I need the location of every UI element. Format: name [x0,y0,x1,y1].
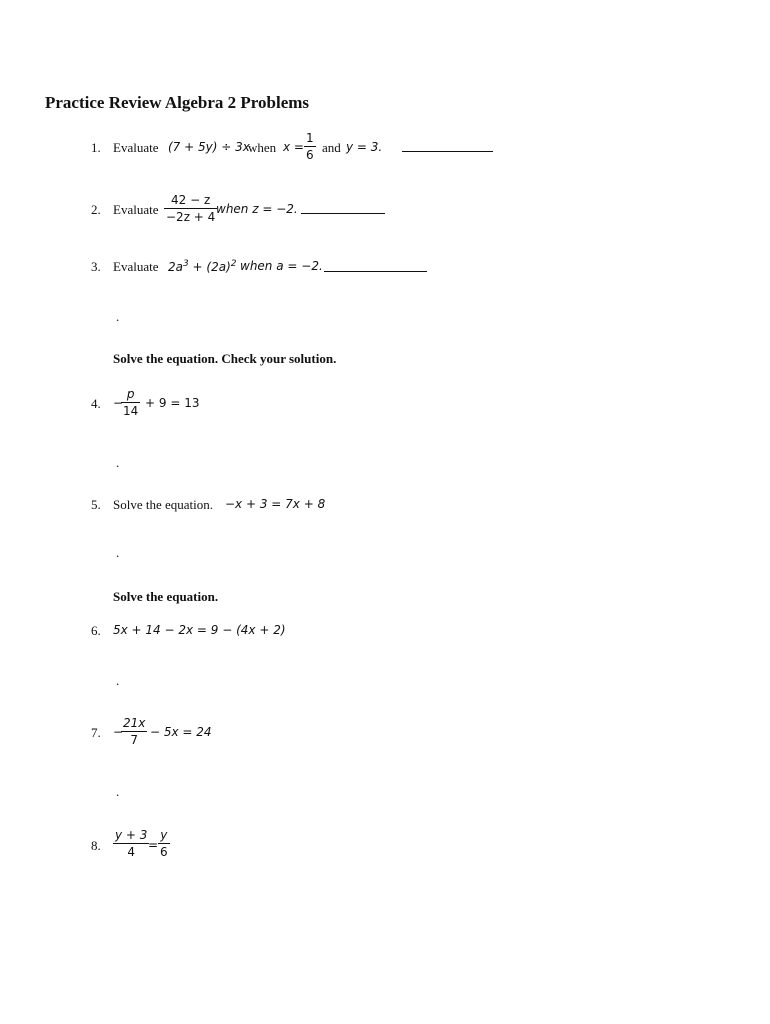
math-expression [168,259,237,274]
separator-dot: . [116,673,120,688]
fraction-right [158,828,170,859]
minus-sign: − [113,725,124,739]
fraction-denominator: 14 [123,404,139,418]
answer-blank[interactable] [301,213,385,214]
fraction-numerator: 42 − z [171,193,211,207]
fraction-left [113,828,149,859]
problem-number: 4. [91,396,101,411]
minus-sign: − [113,396,124,410]
fraction [121,387,140,418]
problem-number: 3. [91,259,101,274]
problem-number: 1. [91,140,101,155]
section-heading: Solve the equation. [113,589,219,604]
fraction-denominator: 4 [113,843,149,859]
math-expression: (7 + 5y) ÷ 3x [168,140,250,154]
problem-number: 6. [91,623,101,638]
fraction-denominator: 7 [121,731,147,747]
fraction-denominator: −2z + 4 [166,210,216,224]
fraction-denominator: 6 [306,148,314,162]
fraction [164,193,217,224]
variable-x: x = [283,140,304,154]
fraction-denominator: 6 [160,845,168,859]
separator-dot: . [116,455,120,470]
when-text: when [248,140,277,155]
fraction-numerator: p [126,387,135,401]
equation: 5x + 14 − 2x = 9 − (4x + 2) [113,623,286,637]
exponent: 2 [230,259,237,269]
problem-number: 2. [91,202,101,217]
condition: when z = −2. [216,202,298,216]
fraction [121,716,147,747]
equation: −x + 3 = 7x + 8 [225,497,326,511]
fraction [304,131,316,162]
equation-rest: − 5x = 24 [150,725,212,739]
equation-rest: + 9 = 13 [145,396,200,410]
page-title: Practice Review Algebra 2 Problems [45,93,310,112]
term-b: + (2a) [188,260,231,274]
fraction-numerator: 21x [123,716,146,730]
separator-dot: . [116,309,120,324]
problem-prefix: Evaluate [113,202,159,217]
problem-number: 8. [91,838,101,853]
fraction-numerator: y + 3 [115,828,148,842]
equals-sign: = [148,838,159,852]
section-heading: Solve the equation. Check your solution. [113,351,337,366]
condition: y = 3. [346,140,383,154]
exponent: 3 [183,259,189,269]
and-text: and [322,140,341,155]
condition: when a = −2. [240,259,323,273]
answer-blank[interactable] [324,271,427,272]
term-a: 2a [168,260,183,274]
problem-number: 5. [91,497,101,512]
problem-number: 7. [91,725,101,740]
separator-dot: . [116,545,120,560]
fraction-numerator: y [160,828,168,842]
problem-prefix: Evaluate [113,259,159,274]
problem-prefix: Evaluate [113,140,159,155]
problem-prefix: Solve the equation. [113,497,214,512]
answer-blank[interactable] [402,151,493,152]
separator-dot: . [116,784,120,799]
fraction-numerator: 1 [306,131,314,145]
